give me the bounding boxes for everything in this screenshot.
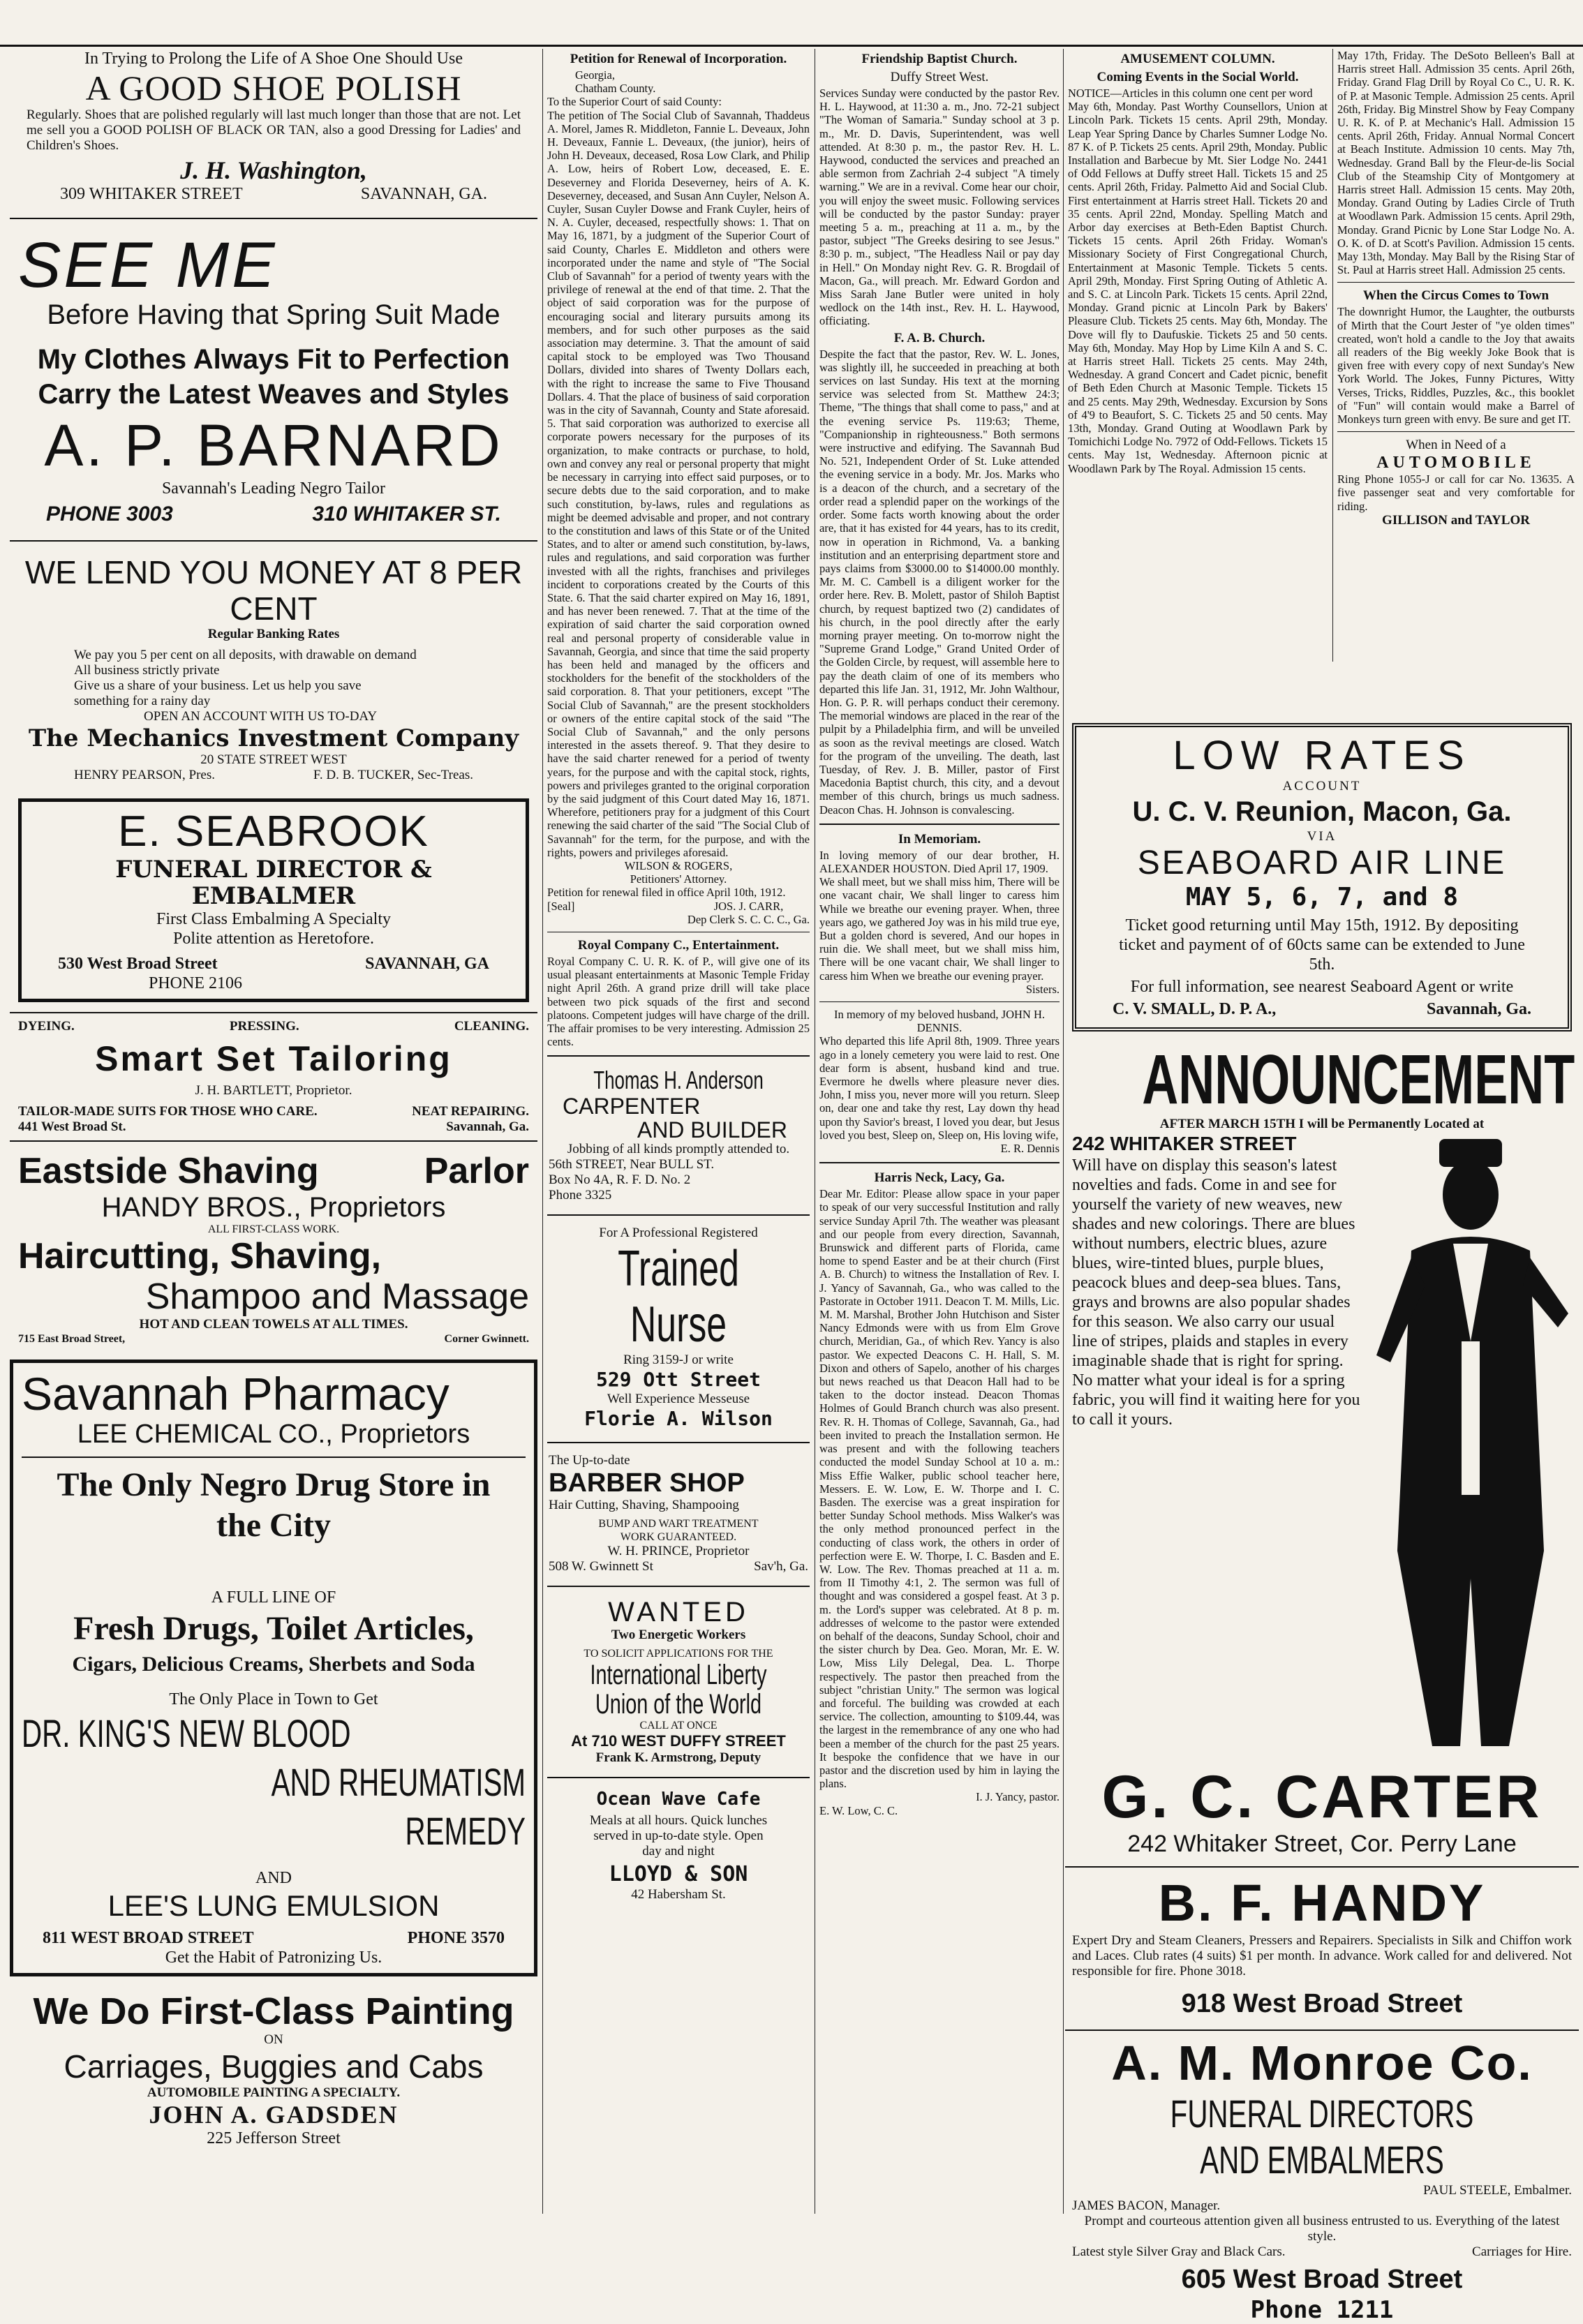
- ad-title: Parlor: [424, 1151, 529, 1191]
- handy-cleaners-ad: [1065, 1873, 1579, 2021]
- ad-city: Savannah, Ga.: [1426, 1000, 1531, 1018]
- ad-agent: C. V. SMALL, D. P. A.,: [1113, 1000, 1277, 1018]
- ad-name: J. H. Washington,: [180, 156, 367, 184]
- right-ads-section: [1065, 723, 1579, 2324]
- ad-line: Latest style Silver Gray and Black Cars.: [1072, 2244, 1286, 2259]
- article-body: The petition of The Social Club of Savannah, Thaddeus A. Morel, James R. Middleton, Fannie L. Deveaux, John H. Deveaux, Fannie L. Deveaux, (the junior), heirs of John H. Deveaux, deceased, Rosa Low Clark, and Philip A. Low, heirs of Robert Low, deceased, E. E. Deseverney and Florida Deseverney, heirs of A. K. Deseverney, deceased, and Susan Ann Cuyler, Nelson A. Cuyler, Susan Cuyler Dowse and Frank Cuyler, heirs of N. A. Cuyler, deceased, respectfully shows: 1. That on May 16, 1871, by a judgment of the Superior Court of said County, Charles E. Middleton and others were incorporated under the name and style of "The Social Club of Savannah" for a period of twenty years with the privilege of renewal at the end of that time. 2. That the object of said corporation was for the purpose of encouraging social and literary pursuits among its members, and for such other purposes as the said association may determine. 3. That the amount of said capital stock to be employed was Two Thousand Dollars, divided into shares of Twenty Dollars each, with the right to increase the same to Five Thousand Dollars. 4. That the place of business of said corporation was in the city of Savannah, County and State aforesaid. 5. That said corporation was authorized to exercise all corporate powers necessary for the purposes of its organization, to make contracts or purchase, to hold, own and convey any real or personal property that might be necessary in carrying into effect said purposes, or to secure debts due to the said corporation, and to make such constitution, by-laws, rules and regulations as might be deemed advisable and proper, and not contrary to the constitution and laws of this State or of the United States, and to alter or amend such constitution, by-laws, rules and regulations, and said corporation was further invested with all the rights, franchises and privileges incident to corporations created by the Courts of this State. 6. That the said charter expired on May 16, 1891, and has never been renewed. 7. That at the time of the expiration of said charter the said corporation owned real and personal property of considerable value in Savannah, Georgia, and since that time the said property has been held and managed by the officers and stockholders for the benefit of the stockholders of the said corporation. 8. That your petitioners, except "The Social Club of Savannah," are the present stockholders or owners of the entire capital stock of the said "The Social Club of Savannah," and the only persons interested in the assets thereof. 9. That they desire to have the said charter renewed for a period of twenty years, for the purpose and with the capital stock, rights, powers and privileges granted to the original corporation by the said judgment of this Court dated May 16, 1871. Wherefore, petitioners pray for a judgment of this Court renewing the said charter of the said "The Social Club of Savannah" for the term, for the purpose, and with the rights, powers and privileges aforesaid.: [547, 108, 810, 859]
- ad-sub: Regular Banking Rates: [207, 627, 340, 641]
- ad-line: OPEN AN ACCOUNT WITH US TO-DAY: [144, 709, 378, 724]
- article-signature: JOS. J. CARR, Dep Clerk S. C. C. C., Ga.: [687, 899, 810, 926]
- ad-embalmer: PAUL STEELE, Embalmer.: [1423, 2183, 1572, 2198]
- ad-name: JOHN A. GADSDEN: [149, 2101, 399, 2129]
- ad-line: My Clothes Always Fit to Perfection: [37, 344, 510, 375]
- article-body: Dear Mr. Editor: Please allow space in your paper to speak of our very successful Institution and rally service Sunday April 7th. The weather was pleasant and our people from every direction, Savannah, Brunswick and different parts of Florida, came home to spend Easter and be at their church (First A. B. Church) to witness the Installation of Rev. I. J. Yancy of Savannah, Ga., who was called to the Pastorate in October 1911. Deacon T. M. Mills, Lic. M. M. Marshal, Brother John Hutchison and Sister Nancy Edmonds were with us from Elm Grove church, Meridian, Ga., of which Rev. Yancy is also pastor. We expected Deacons C. H. Hall, S. M. Dixon and others of Sapelo, another of his charges but news reached us that Deacon Hall had to be taken to the doctor instead. Deacon Thomas Holmes of Gould Branch church was also present. Rev. R. H. Thomas of College, Savannah, Ga., had been invited to preach the Installation sermon. He was present and with the following teachers conducted the model Sunday School at 10 a. m.: Miss Effie Walker, public school teacher here, Messers. E. W. Low, E. W. Thorpe and I. C. Basden. The exercise was a great inspiration for better Sunday School methods. Miss Walker's was the only method pronounced perfect in the conducting of class work, the others in order of perfection were E. W. Thorpe, I. C. Basden and E. W. Low. The Rev. Thomas preached at 11 a. m. from II Timothy 4:1, 2. The sermon was full of thought and was considered a gospel feast. At 3 p. m. the Lord's supper was celebrated. At 8 p. m. addresses of welcome to the pastor were extended on behalf of the deacons, Sunday School, choir and the sister church by Dea. Geo. Moran, Mr. E. W. Low, Miss Lily Delegal, Dea. L. Thorpe respectively. The pastor then preached from the subject "christian Unity." The sermon was logical and forceful. The building was crowded at each service. The collection, amounting to $109.44, was the largest in the remembrance of any one who had been a member of the church for the past 25 years. It bespoke the confidence that we have in our pastor and the discretion used by him in laying the plans.: [819, 1187, 1060, 1791]
- ad-line: The Only Place in Town to Get: [169, 1690, 378, 1708]
- article-body: In memory of my beloved husband, JOHN H. DENNIS.: [834, 1008, 1045, 1035]
- article-body: The downright Humor, the Laughter, the outbursts of Mirth that the Court Jester of "ye olden times" created, won't hold a candle to the Joy that awaits all readers of the Big weekly Joke Book that is given free with every copy of next Sunday's New York World. The Jokes, Funny Pictures, Witty Verses, Tricks, Riddles, Puzzles, &c., this booklet of "Fun" will contain would make a Barrel of Monkeys turn green with envy. Be sure and get IT.: [1337, 305, 1575, 426]
- ad-address: 605 West Broad Street: [1181, 2265, 1463, 2294]
- ad-name: A. M. Monroe Co.: [1111, 2036, 1533, 2090]
- wanted-ad: [547, 1594, 810, 1768]
- article-line: To the Superior Court of said County:: [547, 95, 722, 109]
- ad-line: All business strictly private: [74, 663, 220, 678]
- ocean-wave-cafe-ad: [547, 1785, 810, 1905]
- trained-nurse-ad: [547, 1223, 810, 1433]
- ad-address: 242 WHITAKER STREET: [1072, 1133, 1297, 1154]
- ad-body: Ticket good returning until May 15th, 1912. By depositing ticket and payment of of 60cts same can be extended to June 5th.: [1119, 916, 1525, 974]
- article-heading: Royal Company C., Entertainment.: [577, 938, 780, 953]
- ad-line: Ring 3159-J or write: [623, 1353, 734, 1368]
- carter-announcement-ad: [1065, 1043, 1579, 1858]
- ad-title: WANTED: [608, 1597, 749, 1628]
- ad-line: ON: [264, 2032, 283, 2047]
- column-4: [1068, 49, 1328, 712]
- article-body: May 6th, Monday. Past Worthy Counsellors, Union at Lincoln Park. Tickets 15 cents. April 29th, Monday. Leap Year Spring Dance by Charles Sumner Lodge No. 87 K. of P. Tickets 25 cents. April 29th, Monday. Public Installation and Barbecue by Mt. Sier Lodge No. 2441 of Odd Fellows at Duffy street Hall. Tickets 15 and 25 cents. April 26th, Friday. Palmetto Aid and Social Club. First entertainment at Harris street Hall. Tickets 20 and 35 cents. April 22nd, Monday. Spelling Match and Arbor day exercises at Beth-Eden Baptist Church. Tickets 15 cents. April 26th Friday. Woman's Missionary Society of First Congregational Church, Entertainment at Masonic Temple. Tickets 5 cents. April 29th, Monday. First Spring Outing of Athletic A. and S. C. at Lincoln Park. Tickets 15 cents. April 22nd, Monday. Grand picnic at Lincoln Park by Bakers' Pleasure Club. Tickets 25 cents. May 6th, Monday. The Dove will fly to Daufuskie. Tickets 25 and 50 cents. May 6th, Monday. May Hop by Lime Kiln A and S. C. at Harris street Hall. Tickets 25 cents. May 24th, Wednesday. A grand Concert and Cadet picnic, benefit of Beth Eden Church at Masonic Temple. Tickets 15 and 25 cents. May 29th, Wednesday. Excursion by Sons of 4'9 to Beaufort, S. C. Tickets 25 and 50 cents. May 13th, Monday. Grand Outing at Woodlawn Park by Tomichichi Lodge No. 7972 of Odd-Fellows. Tickets 15 cents. May 1st, Wednesday. Afternoon picnic at Woodlawn Park by The Royal. Admission 15 cents.: [1068, 100, 1328, 475]
- article-heading: Petition for Renewal of Incorporation.: [570, 52, 787, 66]
- shoe-polish-ad: [10, 49, 537, 209]
- see-me-heading: SEE ME: [18, 230, 278, 301]
- ad-line: NEAT REPAIRING.: [412, 1104, 529, 1119]
- ad-city: Savannah, Ga.: [446, 1119, 529, 1134]
- article-subheading: Duffy Street West.: [890, 70, 989, 84]
- gentleman-illustration: [1369, 1132, 1572, 1760]
- ad-city: SAVANNAH, GA.: [360, 185, 487, 203]
- ad-signature: GILLISON and TAYLOR: [1382, 512, 1530, 528]
- ad-line: AND: [255, 1869, 292, 1887]
- ad-line: Cigars, Delicious Creams, Sherbets and Soda: [72, 1653, 475, 1676]
- ad-city: SAVANNAH, GA: [365, 955, 489, 973]
- article-subheading: Coming Events in the Social World.: [1097, 70, 1299, 84]
- ad-line: the City: [216, 1507, 331, 1544]
- eastside-shaving-ad: [10, 1150, 537, 1351]
- ad-company: The Mechanics Investment Company: [28, 724, 519, 752]
- article-heading: AMUSEMENT COLUMN.: [1120, 52, 1275, 66]
- article-heading: F. A. B. Church.: [893, 330, 986, 345]
- ad-line: Shampoo and Massage: [145, 1276, 529, 1317]
- ad-line: something for a rainy day: [74, 694, 211, 708]
- ad-phone: PHONE 2106: [149, 974, 243, 992]
- article-body: Despite the fact that the pastor, Rev. W. L. Jones, was slightly ill, he succeeded in preaching at both services on last Sunday. His text at the morning service was selected from St. Matthew 24:3; Theme, "The things that shall come to pass," and at the evening service Ps. 119:63; Theme, "Companionship in righteousness." Both sermons were instructive and edifying. The Savannah Bud No. 521, Independent Order of St. Luke attended the evening service in a body. Mr. Jos. Marks who is a deacon of the church, and a secretary of the order read a splendid paper on the workings of the order. Some facts worth knowing about the order are, that it has existed for 44 years, has to its credit, now in operation in Richmond, Va. a banking institution and an enterprising department store and pays claims from $3000.00 to $14000.00 monthly. Mr. M. C. Cambell is a diligent worker for the order here. Rev. B. Molett, pastor of Shiloh Baptist church, by request baptized two (2) candidates of his church, in the pool directly after the early morning prayer meeting. On to-morrow night the "Supreme Grand Lodge," Grand United Order of the Golden Circle, by request, will assemble here to pay the death claim of one of its members who departed this life Jan. 31, 1912, Mr. John Walthour, Hon. G. P. R. will perhaps conduct their ceremony. The memorial windows are placed in the rear of the pulpit by a Philadelphia firm, and will be unveiled as soon as the revival meetings are closed. Watch for the program of the unveiling. The death, last Tuesday, of Rev. J. B. Miller, pastor of First Macedonia Baptist church, this city, and a devout member of this church, brings us much sadness. Deacon Chas. H. Johnson is convalescing.: [819, 347, 1060, 817]
- ad-line: WORK GUARANTEED.: [620, 1531, 737, 1544]
- ad-address: 20 STATE STREET WEST: [200, 752, 347, 767]
- ad-remedy: DR. KING'S NEW BLOOD: [22, 1711, 351, 1755]
- article-signature: WILSON & ROGERS, Petitioners' Attorney.: [624, 858, 733, 886]
- ad-line: Prompt and courteous attention given all business entrusted to us. Everything of the latest style.: [1084, 2214, 1560, 2244]
- article-poem: Who departed this life April 8th, 1909. Three years ago in a lonely cemetery you were laid to rest. One dear form is absent, husband kind and true. Evermore he dwells where pleasure never dies. John, I miss you, never more will you return. Sleep on, dear one and take thy rest, Lay down thy head upon thy Savior's breast, I loved you dear, but Jesus loved you best, Sleep on, Sleep on, His loving wife,: [819, 1034, 1060, 1142]
- ad-owner: LLOYD & SON: [609, 1862, 748, 1887]
- ad-phone: Phone 3325: [549, 1188, 612, 1203]
- ad-name: G. C. CARTER: [1101, 1764, 1543, 1831]
- ad-line: ACCOUNT: [1282, 779, 1362, 794]
- ad-line: Jobbing of all kinds promptly attended to.: [567, 1142, 790, 1157]
- ad-role: FUNERAL DIRECTOR & EMBALMER: [115, 856, 432, 910]
- article-heading: Harris Neck, Lacy, Ga.: [874, 1170, 1005, 1186]
- low-rates-ad: [1072, 723, 1572, 1031]
- ad-body: Will have on display this season's latest novelties and fads. Come in and see for yourself the variety of new weaves, new shades and new colorings. There are blues without numbers, electric blues, azure blues, wire-tinted blues, purple blues, peacock blues and deep-sea blues. Tans, grays and browns are also popular shades for this season. We also carry our usual line of stripes, plaids and staples in every imaginable shade that is right for spring. No matter what your ideal is for a spring fabric, you will find it waiting here for you to call it yours.: [1072, 1156, 1360, 1429]
- ad-title: WE LEND YOU MONEY AT 8 PER CENT: [24, 554, 523, 627]
- ad-name: E. SEABROOK: [118, 807, 429, 856]
- top-rule: [0, 45, 1583, 47]
- article-body: May 17th, Friday. The DeSoto Belleen's Ball at Harris street Hall. Admission 35 cents. April 26th, Friday. Grand Flag Drill by Royal Co C., U. R. K. of P. at Masonic Temple. Admission 25 cents. April 26th, Friday. Big Minstrel Show by Feay Company U. R. K. of P. at Mechanic's Hall. Admission 15 cents. April 26th, Friday. Annual Normal Concert at Beach Institute. Admission 10 cents. May 7th, Wednesday. Grand Ball by the Fleur-de-lis Social Club of the Steamship City of Montgomery at Harris street Hall. Admission 15 cents. May 20th, Monday. Grand Outing by Ladies Circle of Truth at Woodlawn Park. Admission 15 cents. April 29th, Monday. Grand Picnic by Lone Star Lodge No. A. O. K. of D. at Scott's Pavilion. Admission 15 cents. May 13th, Monday. May Ball by the Rising Star of St. Paul at Harris street Hall. Admission 25 cents.: [1337, 49, 1575, 277]
- ad-line: Carriages for Hire.: [1472, 2244, 1572, 2259]
- ad-address: 242 Whitaker Street, Cor. Perry Lane: [1127, 1831, 1517, 1857]
- ad-name: A. P. BARNARD: [44, 412, 503, 478]
- ad-line: Hair Cutting, Shaving, Shampooing: [549, 1498, 739, 1513]
- gadsden-painting-ad: [10, 1985, 537, 2154]
- article-place: Georgia, Chatham County.: [575, 68, 656, 96]
- ad-title: Ocean Wave Cafe: [596, 1789, 761, 1810]
- ad-line: HOT AND CLEAN TOWELS AT ALL TIMES.: [139, 1317, 408, 1332]
- ad-line: Polite attention as Heretofore.: [173, 930, 374, 948]
- column-3: [819, 49, 1060, 2212]
- ad-address: 441 West Broad St.: [18, 1119, 126, 1134]
- ad-owners: HANDY BROS., Proprietors: [101, 1192, 446, 1223]
- ad-proprietor: J. H. BARTLETT, Proprietor.: [195, 1083, 352, 1098]
- ad-address: 508 W. Gwinnett St: [549, 1559, 653, 1574]
- ad-body: Expert Dry and Steam Cleaners, Pressers and Repairers. Specialists in Silk and Chiffon work and Laces. Club rates (4 suits) $1 per month. In advance. Work called for and delivered. Not responsible for fire. Phone 3018.: [1072, 1933, 1572, 1979]
- ad-service: CLEANING.: [454, 1019, 529, 1034]
- ad-title: Eastside Shaving: [18, 1151, 319, 1191]
- ad-address: 309 WHITAKER STREET: [60, 185, 243, 203]
- ad-dates: MAY 5, 6, 7, and 8: [1185, 883, 1459, 911]
- column-5: [1337, 49, 1575, 712]
- ad-title: ANNOUNCEMENT: [1142, 1041, 1575, 1119]
- ad-address: 42 Habersham St.: [631, 1887, 726, 1902]
- ad-sub: FUNERAL DIRECTORS AND EMBALMERS: [1170, 2092, 1474, 2182]
- ad-owner: W. H. PRINCE, Proprietor: [607, 1544, 750, 1559]
- savannah-pharmacy-ad: [10, 1360, 537, 1976]
- article-signature: E. R. Dennis: [1000, 1142, 1060, 1156]
- ad-line: Give us a share of your business. Let us help you save: [74, 678, 362, 693]
- article-seal: [Seal]: [547, 899, 575, 913]
- ad-org: Union of the World: [595, 1689, 761, 1720]
- ad-tagline: The Up-to-date: [549, 1453, 630, 1468]
- article-notice: NOTICE—Articles in this column one cent per word: [1068, 87, 1313, 100]
- ad-phone: Phone 1211: [1250, 2296, 1394, 2324]
- ad-line: First Class Embalming A Specialty: [156, 910, 391, 928]
- ad-address: 530 West Broad Street: [58, 955, 218, 973]
- column-2: [547, 49, 810, 2212]
- ad-trade: CARPENTER: [563, 1094, 701, 1119]
- ad-line: Fresh Drugs, Toilet Articles,: [73, 1610, 474, 1647]
- article-heading: In Memoriam.: [898, 831, 981, 847]
- ad-line: The Only Negro Drug Store in: [57, 1466, 491, 1503]
- ad-address: 918 West Broad Street: [1181, 1989, 1463, 2018]
- ad-remedy: AND RHEUMATISM REMEDY: [271, 1760, 526, 1853]
- article-signature: I. J. Yancy, pastor.: [976, 1790, 1060, 1804]
- ad-title: BARBER SHOP: [549, 1468, 745, 1498]
- ad-address: At 710 WEST DUFFY STREET: [571, 1732, 786, 1750]
- monroe-funeral-ad: [1065, 2035, 1579, 2324]
- ad-title: We Do First-Class Painting: [33, 1990, 514, 2032]
- ad-phone: PHONE 3570: [407, 1929, 505, 1947]
- ad-service: PRESSING.: [229, 1019, 299, 1034]
- article-signature: E. W. Low, C. C.: [819, 1803, 898, 1817]
- smart-set-tailoring-ad: [10, 1012, 537, 1142]
- ad-line: TO SOLICIT APPLICATIONS FOR THE: [584, 1648, 773, 1660]
- ad-body: Meals at all hours. Quick lunches served in up-to-date style. Open day and night: [589, 1813, 768, 1859]
- ad-tagline: When in Need of a: [1406, 438, 1506, 453]
- ad-address: 529 Ott Street: [595, 1368, 761, 1392]
- ad-sub: ALL FIRST-CLASS WORK.: [207, 1223, 340, 1235]
- ad-line: AUTOMOBILE PAINTING A SPECIALTY.: [147, 2085, 401, 2100]
- ad-line: Carriages, Buggies and Cabs: [64, 2048, 484, 2085]
- ad-phone: PHONE 3003: [46, 502, 173, 526]
- ad-owners: LEE CHEMICAL CO., Proprietors: [77, 1420, 470, 1449]
- article-line: Petition for renewal filed in office April 10th, 1912.: [547, 886, 786, 900]
- ad-address: 310 WHITAKER ST.: [312, 502, 501, 526]
- ad-title: AUTOMOBILE: [1376, 454, 1536, 472]
- ad-line: For full information, see nearest Seaboard Agent or write: [1130, 978, 1514, 996]
- ad-body: Regularly. Shoes that are polished regularly will last much longer than those that are not. Let me sell you a GOOD POLISH OF BLACK OR TAN, also a good Dressing for Ladies' and Children's Shoes.: [27, 107, 521, 153]
- ad-sub: AFTER MARCH 15TH I will be Permanently Located at: [1159, 1117, 1485, 1131]
- ad-city: Sav'h, Ga.: [754, 1559, 808, 1574]
- ad-title: LOW RATES: [1173, 733, 1471, 778]
- column-rule: [542, 49, 543, 2214]
- ad-line: Well Experience Messeuse: [607, 1392, 750, 1407]
- column-1: [10, 49, 537, 2162]
- ad-name: Thomas H. Anderson: [593, 1066, 764, 1095]
- ad-line: TAILOR-MADE SUITS FOR THOSE WHO CARE.: [18, 1104, 318, 1119]
- barnard-tailor-ad: [10, 226, 537, 532]
- ad-corner: Corner Gwinnett.: [444, 1333, 529, 1345]
- seabrook-funeral-ad: [18, 798, 529, 1002]
- ad-title: Smart Set Tailoring: [95, 1039, 452, 1078]
- ad-line: BUMP AND WART TREATMENT: [598, 1518, 759, 1530]
- ad-address: 811 WEST BROAD STREET: [43, 1929, 254, 1947]
- mechanics-investment-ad: [10, 549, 537, 789]
- article-heading: When the Circus Comes to Town: [1362, 288, 1549, 304]
- ad-treasurer: F. D. B. TUCKER, Sec-Treas.: [313, 768, 473, 782]
- article-poem: We shall meet, but we shall miss him, There will be one vacant chair, We shall linger to caress him While we breathe our evening prayer. When, three years ago, we gathered Joy was in his mild true eye, But a golden chord is severed, And our hopes in ruin die. We shall meet, but we shall miss him, There will be one vacant chair, We shall linger to caress him When we breathe our evening prayer.: [819, 875, 1060, 983]
- ad-body: Ring Phone 1055-J or call for car No. 13635. A five passenger seat and very comfortable for riding.: [1337, 472, 1575, 513]
- ad-name: B. F. HANDY: [1158, 1874, 1486, 1932]
- ad-service: DYEING.: [18, 1019, 75, 1034]
- ad-address: 715 East Broad Street,: [18, 1333, 126, 1345]
- column-rule: [1332, 49, 1333, 662]
- ad-title: A GOOD SHOE POLISH: [85, 68, 462, 107]
- ad-line: LEE'S LUNG EMULSION: [107, 1889, 440, 1922]
- ad-line: A FULL LINE OF: [211, 1588, 336, 1607]
- ad-title: Trained Nurse: [618, 1241, 739, 1353]
- ad-address: 225 Jefferson Street: [207, 2129, 341, 2147]
- ad-title: Savannah Pharmacy: [22, 1368, 449, 1420]
- ad-line: VIA: [1307, 829, 1337, 844]
- ad-event: U. C. V. Reunion, Macon, Ga.: [1132, 796, 1512, 827]
- article-signature: Sisters.: [1025, 982, 1060, 996]
- anderson-carpenter-ad: [547, 1064, 810, 1206]
- ad-org: International Liberty: [590, 1660, 767, 1691]
- column-rule: [1063, 49, 1064, 2214]
- ad-line: Box No 4A, R. F. D. No. 2: [549, 1172, 691, 1188]
- ad-line: Carry the Latest Weaves and Styles: [38, 379, 510, 410]
- article-heading: Friendship Baptist Church.: [861, 52, 1018, 66]
- ad-line: Haircutting, Shaving,: [18, 1236, 382, 1276]
- ad-line: Get the Habit of Patronizing Us.: [165, 1949, 382, 1967]
- ad-president: HENRY PEARSON, Pres.: [74, 768, 215, 782]
- ad-tagline: In Trying to Prolong the Life of A Shoe One Should Use: [84, 50, 463, 68]
- article-body: Royal Company C. U. R. K. of P., will give one of its usual pleasant entertainments at Masonic Temple Friday night April 26th. A grand prize drill will take place between two pick squads of the first and second platoons. Competent judges will have charge of the drill. The affair promises to be very interesting. Admission 25 cents.: [547, 955, 810, 1049]
- ad-line: CALL AT ONCE: [639, 1720, 718, 1732]
- ad-tagline: Before Having that Spring Suit Made: [47, 299, 500, 330]
- ad-sub: Savannah's Leading Negro Tailor: [161, 479, 386, 498]
- ad-name: Florie A. Wilson: [584, 1407, 773, 1431]
- article-body: In loving memory of our dear brother, H. ALEXANDER HOUSTON. Died April 17, 1909.: [819, 848, 1060, 875]
- ad-line: We pay you 5 per cent on all deposits, with drawable on demand: [74, 648, 417, 662]
- ad-tagline: For A Professional Registered: [599, 1226, 758, 1241]
- ad-manager: JAMES BACON, Manager.: [1072, 2198, 1221, 2213]
- ad-railroad: SEABOARD AIR LINE: [1137, 844, 1507, 881]
- ad-line: Frank K. Armstrong, Deputy: [595, 1750, 761, 1766]
- ad-trade: AND BUILDER: [637, 1117, 787, 1143]
- ad-line: 56th STREET, Near BULL ST.: [549, 1157, 715, 1172]
- ad-sub: Two Energetic Workers: [611, 1627, 746, 1643]
- barber-shop-ad: [547, 1450, 810, 1577]
- article-body: Services Sunday were conducted by the pastor Rev. H. L. Haywood, at 11:30 a. m., Jno. 72-21 subject "The Woman of Samaria." Sunday school at 3 p. m., Mr. D. Davis, Superintendent, was well attended. At 8:30 p. m., the pastor Rev. H. L. Haywood, conducted the services and preached an able sermon from Zachriah 2-4 subject "A timely warning." We are in a revival. Come hear our choir, you will enjoy the sweet music. Following services will be conducted by the pastor Sunday: prayer meeting 5 a. m., preaching at 11 a. m., by the pastor, subject "The Greeks desiring to see Jesus." 8:30 p. m., subject, "The Headless Nail or pay day in Hell." On Monday night Rev. G. R. Brogdail of Macon, Ga., will preach. Mr. Edward Gordon and Miss Sarah Jane Butler were united in holy wedlock on the 14th inst., Rev. H. L. Haywood, officiating.: [819, 87, 1060, 328]
